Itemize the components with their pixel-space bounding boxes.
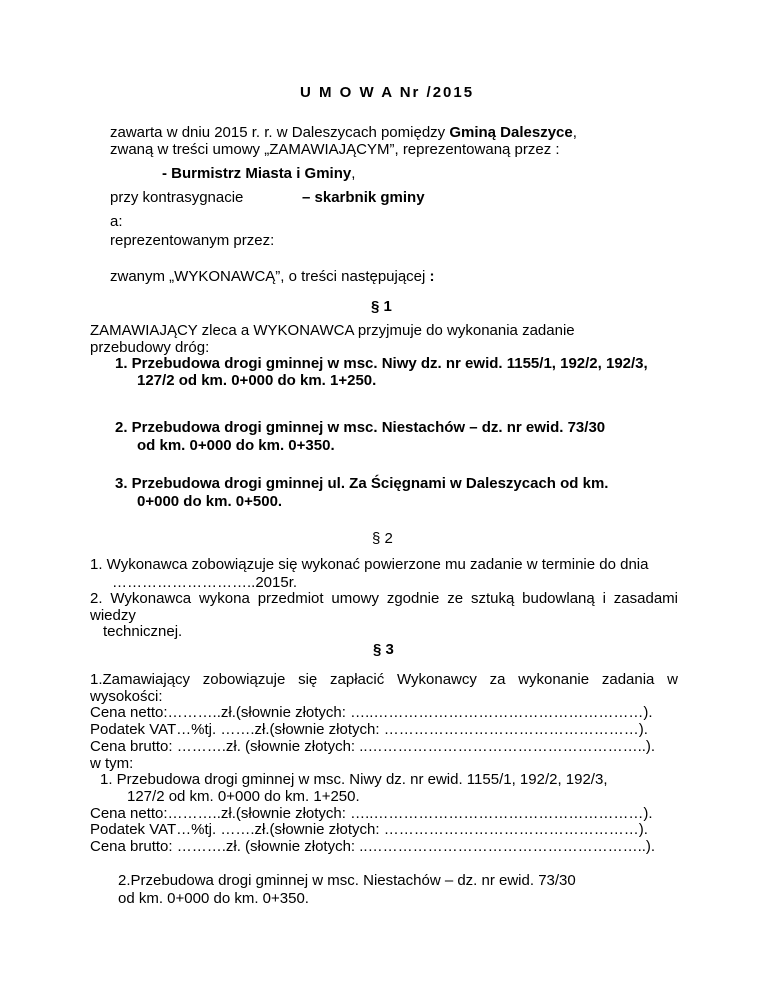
intro-text: zawarta w dniu 2015 r. r. w Daleszycach pomiędzy: [110, 124, 450, 141]
net-price-line: Cena netto:………..zł.(słownie złotych: …..………………………………………………).: [90, 704, 653, 721]
section-2-point-1-line-1: 1. Wykonawca zobowiązuje się wykonać powierzone mu zadanie w terminie do dnia: [90, 556, 649, 573]
representative-name: - Burmistrz Miasta i Gminy: [162, 165, 352, 182]
section-2-heading: § 2: [372, 530, 393, 547]
road-item-1-line-1: 1. Przebudowa drogi gminnej w msc. Niwy dz. nr ewid. 1155/1, 192/2, 192/3,: [115, 355, 648, 372]
road-item-2-line-2: od km. 0+000 do km. 0+350.: [137, 437, 335, 454]
section-3-point-1-line-2: wysokości:: [90, 688, 163, 705]
contract-title: U M O W A Nr /2015: [300, 84, 475, 101]
vat-line-2: Podatek VAT…%tj. …….zł.(słownie złotych: ……………………………………………).: [90, 821, 648, 838]
representative-comma: ,: [351, 165, 356, 182]
section-2-point-2-line-2: wiedzy: [90, 607, 136, 624]
sub-item-1-line-1: 1. Przebudowa drogi gminnej w msc. Niwy dz. nr ewid. 1155/1, 192/2, 192/3,: [100, 771, 608, 788]
section-1-text-2: przebudowy dróg:: [90, 339, 210, 356]
sub-item-2-line-1: 2.Przebudowa drogi gminnej w msc. Niestachów – dz. nr ewid. 73/30: [118, 872, 576, 889]
including-label: w tym:: [90, 755, 134, 772]
represented-by: reprezentowanym przez:: [110, 232, 275, 249]
section-3-heading: § 3: [373, 641, 394, 658]
section-2-point-2-line-1: 2. Wykonawca wykona przedmiot umowy zgodnie ze sztuką budowlaną i zasadami: [90, 590, 678, 607]
intro-line-2: zwaną w treści umowy „ZAMAWIAJĄCYM”, reprezentowaną przez :: [110, 141, 560, 158]
countersign-label: przy kontrasygnacie: [110, 189, 244, 206]
section-2-point-2-line-3: technicznej.: [103, 623, 183, 640]
section-1-heading: § 1: [371, 298, 392, 315]
sub-item-2-line-2: od km. 0+000 do km. 0+350.: [118, 890, 309, 907]
party-a-label: a:: [110, 213, 123, 230]
road-item-1-line-2: 127/2 od km. 0+000 do km. 1+250.: [137, 372, 377, 389]
section-2-point-1-line-2: ………………………..2015r.: [112, 574, 298, 591]
section-1-text-1: ZAMAWIAJĄCY zleca a WYKONAWCA przyjmuje do wykonania zadanie: [90, 322, 575, 339]
contractor-line: [110, 268, 435, 285]
gross-price-line: Cena brutto: ……….zł. (słownie złotych: ..………………………………………………..).: [90, 738, 656, 755]
party-name: Gminą Daleszyce: [449, 124, 573, 141]
representative: [162, 165, 355, 182]
contractor-text: zwanym „WYKONAWCĄ”, o treści następującej: [110, 268, 430, 285]
sub-item-1-line-2: 127/2 od km. 0+000 do km. 1+250.: [127, 788, 360, 805]
section-3-point-1-line-1: 1.Zamawiający zobowiązuje się zapłacić Wykonawcy za wykonanie zadania w: [90, 671, 678, 688]
gross-price-line-2: Cena brutto: ……….zł. (słownie złotych: ..………………………………………………..).: [90, 838, 656, 855]
countersign-value: – skarbnik gminy: [302, 189, 425, 206]
contractor-colon: :: [429, 268, 435, 285]
road-item-3-line-1: 3. Przebudowa drogi gminnej ul. Za Ścięgnami w Daleszycach od km.: [115, 475, 609, 492]
intro-comma: ,: [572, 124, 577, 141]
road-item-3-line-2: 0+000 do km. 0+500.: [137, 493, 283, 510]
intro-line-1: [110, 124, 577, 141]
road-item-2-line-1: 2. Przebudowa drogi gminnej w msc. Niestachów – dz. nr ewid. 73/30: [115, 419, 606, 436]
vat-line: Podatek VAT…%tj. …….zł.(słownie złotych: ……………………………………………).: [90, 721, 648, 738]
net-price-line-2: Cena netto:………..zł.(słownie złotych: …..………………………………………………).: [90, 805, 653, 822]
